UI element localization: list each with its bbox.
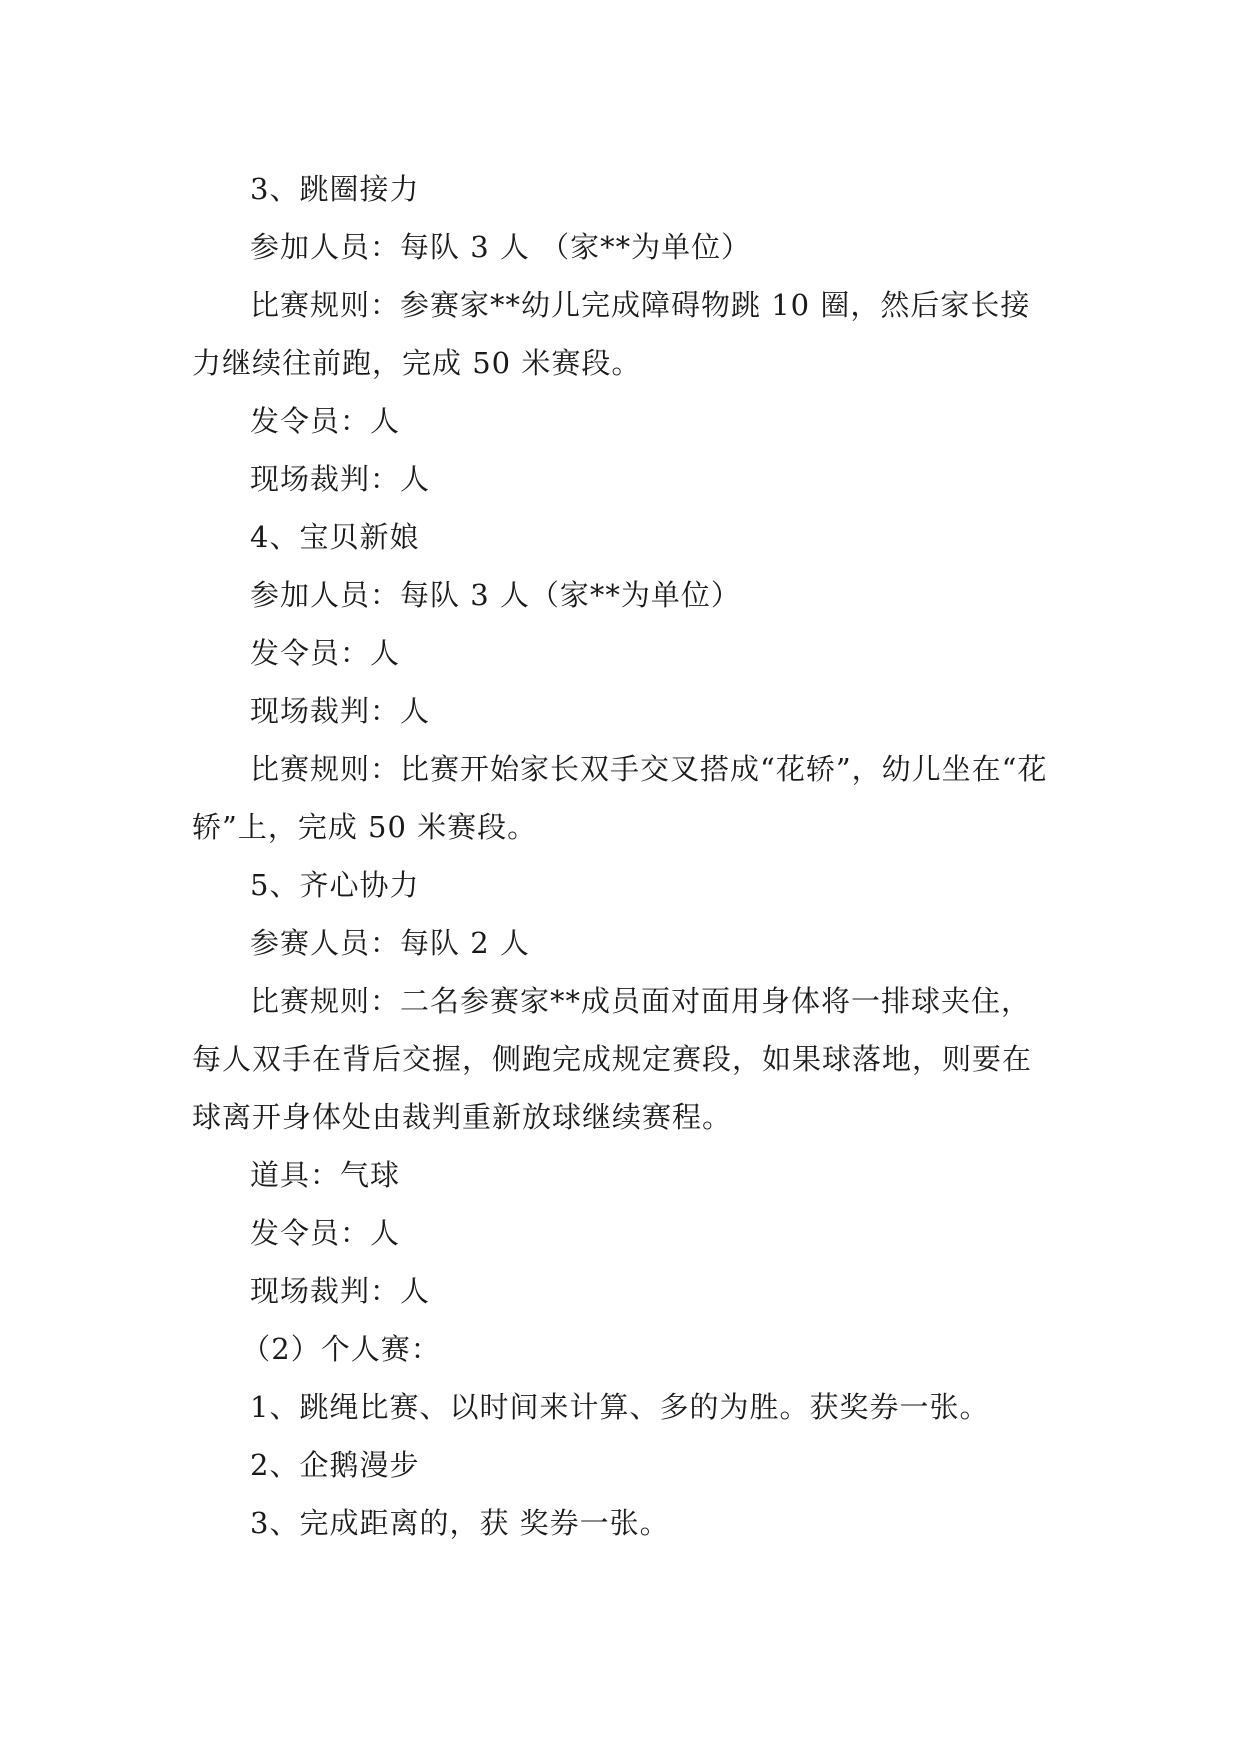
- individual-item-2: 2、企鹅漫步: [250, 1448, 420, 1482]
- heading-individual: （2）个人赛：: [241, 1332, 441, 1366]
- rules-relay: 比赛规则：参赛家**幼儿完成障碍物跳 10 圈，然后家长接力继续往前跑，完成 50 米赛段。: [192, 288, 1031, 380]
- participants-relay: 参加人员：每队 3 人 （家**为单位）: [250, 230, 752, 264]
- rules-teamwork: 比赛规则：二名参赛家**成员面对面用身体将一排球夹住，每人双手在背后交握，侧跑完成规定赛段，如果球落地，则要在球离开身体处由裁判重新放球继续赛程。: [192, 984, 1033, 1134]
- referee-bride: 现场裁判：人: [250, 694, 431, 728]
- individual-item-3: 3、完成距离的，获 奖券一张。: [250, 1506, 670, 1540]
- starter-teamwork: 发令员：人: [250, 1216, 401, 1250]
- participants-teamwork: 参赛人员：每队 2 人: [250, 926, 530, 960]
- heading-teamwork: 5、齐心协力: [250, 868, 420, 902]
- starter-relay: 发令员：人: [250, 404, 401, 438]
- individual-item-1: 1、跳绳比赛、以时间来计算、多的为胜。获奖券一张。: [250, 1390, 990, 1424]
- heading-relay: 3、跳圈接力: [250, 172, 420, 206]
- starter-bride: 发令员：人: [250, 636, 401, 670]
- heading-bride: 4、宝贝新娘: [250, 520, 420, 554]
- referee-teamwork: 现场裁判：人: [250, 1274, 431, 1308]
- participants-bride: 参加人员：每队 3 人（家**为单位）: [250, 578, 741, 612]
- rules-bride: 比赛规则：比赛开始家长双手交叉搭成“花轿”，幼儿坐在“花轿”上，完成 50 米赛段。: [192, 752, 1048, 844]
- props-teamwork: 道具：气球: [250, 1158, 401, 1192]
- document-body: [192, 160, 1052, 1552]
- referee-relay: 现场裁判：人: [250, 462, 431, 496]
